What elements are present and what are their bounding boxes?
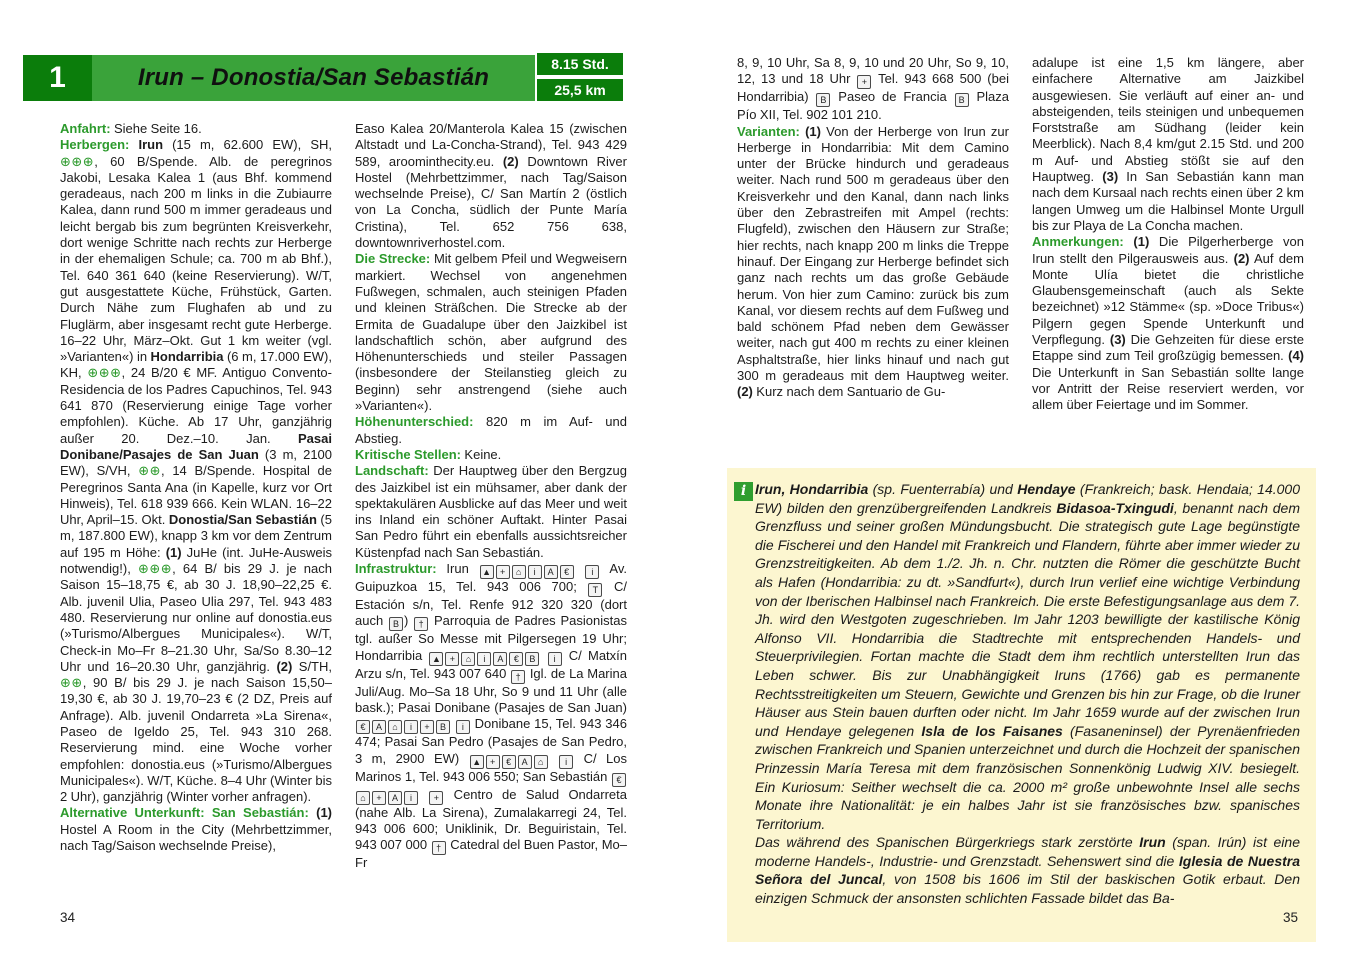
infrastructure-icon: A (518, 755, 532, 769)
text-segment: C/ Estación s/n, Tel. Renfe 912 320 320 (dort auch (355, 579, 627, 629)
text-segment (419, 787, 428, 802)
paragraph (1032, 55, 1304, 234)
text-segment: Downtown River Hostel (Mehrbettzimmer, nach Tag/Saison wechselnde Preise), C/ San Martín 2 (östlich von La Concha, südlich der Punte María Cristina), Tel. 652 756 638, downtownriverhostel.com. (355, 153, 627, 251)
text-segment: Donostia/San Sebastián (168, 512, 317, 528)
right-page-column-2 (1032, 55, 1304, 457)
section-label: Höhenunterschied: (355, 414, 474, 430)
text-segment: Die Pilgerherberge von Irun stellt den Pilgerausweis aus. (1032, 234, 1304, 266)
text-segment (1124, 234, 1134, 249)
infrastructure-icon: + (429, 791, 443, 805)
paragraph (355, 463, 627, 561)
text-segment (549, 751, 558, 766)
text-segment: 820 m im Auf- und Abstieg. (355, 414, 627, 446)
infrastructure-icon: ⌂ (356, 791, 370, 805)
text-segment: Die Gehzeiten für diese erste Etappe sind zum Teil großzügig bemessen. (1032, 332, 1304, 364)
stage-header (23, 55, 535, 101)
text-segment: Der Hauptweg über den Bergzug des Jaizkibel ist ein mühsamer, aber dank der spektakulären Ausblicke auf das Meer und weit ins Inland ein schöner Auftakt. Hinter Pasai San Pedro führt ein ebenfalls aussichtsreicher Küstenpfad nach San Sebastián. (355, 463, 627, 560)
text-segment: (5 m, 187.800 EW), knapp 3 km vor dem Zentrum auf 195 m Höhe: (60, 512, 332, 560)
infrastructure-icon: ⌂ (534, 755, 548, 769)
section-label: Infrastruktur: (355, 561, 437, 577)
text-segment: Iglesia de Nuestra Señora del Juncal (755, 852, 1301, 888)
text-segment: Catedral del Buen Pastor, Mo–Fr (355, 837, 627, 871)
infrastructure-icon: + (857, 75, 871, 89)
text-segment: (3) (1109, 332, 1126, 348)
infrastructure-icon: i (477, 652, 491, 666)
infrastructure-icon: ▲ (470, 755, 484, 769)
infrastructure-icon: + (445, 652, 459, 666)
infrastructure-icon: i (456, 720, 470, 734)
paragraph (355, 251, 627, 414)
text-segment: ⊕⊕ (138, 463, 162, 479)
text-segment: , 24 B/20 € MF. Antiguo Convento-Residencia de los Padres Capuchinos, Tel. 943 641 870 (Reservierung einige Tage vorher empfohlen). Küche. Ab 17 Uhr, ganzjährig außer 20. Dez.–10. Jan. (60, 365, 332, 446)
text-segment: (2) (1233, 250, 1250, 266)
text-segment: Hendaye (1017, 481, 1076, 497)
text-segment: Centro de Salud Ondarreta (nahe Alb. La Sirena), Zumalakarregi 24, Tel. 943 006 600; Uniklinik, Dr. Beguiristain, Tel. 943 007 000 (355, 786, 627, 853)
text-segment: Hostel A Room in the City (Mehrbettzimmer, nach Tag/Saison wechselnde Preise), (60, 821, 332, 854)
infrastructure-icon: € (560, 565, 574, 579)
text-segment: Isla de los Faisanes (921, 722, 1063, 739)
infrastructure-icon: A (544, 565, 558, 579)
infrastructure-icon: A (388, 791, 402, 805)
infrastructure-icon: € (612, 773, 626, 787)
stage-number: 1 (23, 55, 92, 101)
section-label: Landschaft: (355, 463, 429, 479)
text-segment: Keine. (461, 446, 502, 462)
text-segment: (1) (165, 544, 182, 560)
infrastructure-icon: ▲ (480, 565, 494, 579)
paragraph (737, 124, 1009, 401)
infrastructure-icon: ⌂ (388, 720, 402, 734)
text-segment: S/TH, (292, 658, 332, 674)
paragraph (755, 480, 1300, 833)
infrastructure-icon: i (404, 791, 418, 805)
section-label: Varianten: (737, 123, 800, 139)
text-segment: ⊕⊕ (60, 675, 83, 691)
text-segment: (1) (1133, 234, 1150, 250)
infrastructure-icon: ▲ (429, 652, 443, 666)
section-label: Alternative Unterkunft: San Sebastián: (60, 805, 309, 821)
stage-badges (537, 53, 623, 101)
infrastructure-icon: B (525, 652, 539, 666)
infrastructure-icon: + (486, 755, 500, 769)
distance-badge: 25,5 km (537, 79, 623, 101)
paragraph (355, 121, 627, 251)
paragraph (755, 833, 1300, 907)
text-segment: , 90 B/ bis 29 J. je nach Saison 15,50–19,30 €, ab 30 J. 19,70–23 € (2 DZ, Preis auf Anfrage). Alb. juvenil Ondarreta »La Sirena«, Paseo de Igeldo 25, Tel. 943 310 268. Reservierung mind. eine Woche vorher empfohlen: donostia.eus (»Turismo/Albergues Municipales«). W/T, Küche. 8–4 Uhr (Winter bis 2 Uhr), ganzjährig (Winter vorher anfragen). (60, 675, 332, 805)
text-segment: (2) (737, 384, 753, 400)
text-segment: Irun, Hondarribia (755, 481, 869, 497)
paragraph (60, 805, 332, 854)
text-segment: Av. Guipuzkoa 15, Tel. 943 006 700; (355, 561, 627, 595)
paragraph (355, 414, 627, 447)
paragraph (1032, 234, 1304, 413)
paragraph (355, 447, 627, 463)
text-segment: (15 m, 62.600 EW), SH, (163, 137, 332, 153)
infrastructure-icon: € (502, 755, 516, 769)
text-segment: (Frankreich; bask. Hendaia; 14.000 EW) bilden den grenzübergreifenden Landkreis (755, 481, 1300, 516)
text-segment (575, 561, 585, 576)
section-label: Anmerkungen: (1032, 234, 1124, 250)
text-segment: Parroquia de Padres Pasionistas tgl. außer So Messe mit Pilgersegen 19 Uhr; Hondarribia (355, 613, 627, 663)
text-segment: 8, 9, 10 Uhr, Sa 8, 9, 10 und 20 Uhr, So 9, 10, 12, 13 und 18 Uhr (737, 55, 1009, 87)
text-segment (309, 805, 316, 820)
text-segment: ) (404, 613, 414, 629)
infrastructure-icon: i (585, 565, 599, 579)
text-segment: (3) (1102, 169, 1119, 185)
text-segment: Irun (436, 561, 479, 577)
text-segment: Bidasoa-Txingudi (1056, 499, 1174, 516)
info-box-text (755, 480, 1300, 908)
infrastructure-icon: i (528, 565, 542, 579)
infrastructure-icon: ⌂ (512, 565, 526, 579)
infrastructure-icon: † (414, 617, 428, 631)
infrastructure-icon: € (509, 652, 523, 666)
left-page-column-2 (355, 121, 627, 925)
text-segment: (2) (502, 153, 519, 169)
paragraph (60, 137, 332, 805)
section-label: Kritische Stellen: (355, 446, 461, 462)
text-segment: (4) (1288, 348, 1304, 364)
text-segment: ⊕⊕⊕ (60, 153, 95, 169)
section-label: Die Strecke: (355, 251, 431, 267)
text-segment: (3 m, 2100 EW), S/VH, (60, 446, 332, 479)
text-segment: Irun (138, 137, 164, 153)
text-segment: Irun (1139, 834, 1166, 851)
infrastructure-icon: B (955, 93, 969, 107)
text-segment: ⊕⊕⊕ (137, 561, 173, 577)
text-segment: Auf dem Monte Ulía bietet die christliche Glaubensgemeinschaft (auch als Sekte bezeichnet) »12 Stämme« (sp. »Doce Tribus«) Pilgern gegen Spende Unterkunft und Verpflegung. (1032, 250, 1304, 348)
text-segment: Igl. de La Marina Juli/Aug. Mo–Sa 18 Uhr, So 9 und 11 Uhr (alle bask.); Pasai Donibane (Pasajes de San Juan) (355, 665, 627, 715)
text-segment: Hondarribia (150, 349, 224, 365)
section-label: Herbergen: (60, 137, 130, 153)
infrastructure-icon: A (372, 720, 386, 734)
infrastructure-icon: i (548, 652, 562, 666)
text-segment: Paseo de Francia (831, 89, 954, 105)
infrastructure-icon: A (493, 652, 507, 666)
text-segment: Donibane 15, Tel. 943 346 474; Pasai San Pedro (Pasajes de San Pedro, 3 m, 2900 EW) (355, 716, 627, 766)
page-number-left: 34 (60, 910, 76, 925)
text-segment: (2) (276, 658, 293, 674)
text-segment: In San Sebastián kann man nach dem Kursaal nach rechts einen über 2 km langen Umweg um die Halbinsel Monte Urgull bis zur Playa de La Concha machen. (1032, 169, 1304, 233)
infrastructure-icon: B (816, 93, 830, 107)
infrastructure-icon: i (404, 720, 418, 734)
infrastructure-icon: † (511, 670, 525, 684)
text-segment: Tel. 943 668 500 (bei Hondarribia) (737, 71, 1009, 105)
text-segment: Die Unterkunft in San Sebastián sollte lange vor Antritt der Reise reserviert werden, vor allem über Feiertage und im Sommer. (1032, 364, 1304, 413)
infrastructure-icon: T (588, 583, 602, 597)
paragraph (737, 55, 1009, 124)
text-segment: ⊕⊕⊕ (87, 365, 122, 381)
info-icon: i (734, 482, 753, 501)
right-page-column-1 (737, 55, 1009, 457)
duration-badge: 8.15 Std. (537, 53, 623, 75)
info-box (727, 468, 1316, 942)
text-segment: C/ Matxín Arzu s/n, Tel. 943 007 640 (355, 647, 627, 681)
text-segment: Pasai Donibane/Pasajes de San Juan (60, 430, 332, 462)
infrastructure-icon: i (559, 755, 573, 769)
text-segment: Siehe Seite 16. (110, 121, 202, 136)
left-page-column-1 (60, 121, 332, 925)
text-segment: Easo Kalea 20/Manterola Kalea 15 (zwischen Altstadt und La-Concha-Strand), Tel. 943 429 589, aroominthecity.eu. (355, 121, 627, 169)
infrastructure-icon: + (420, 720, 434, 734)
text-segment: (6 m, 17.000 EW), KH, (60, 349, 332, 381)
infrastructure-icon: † (432, 841, 446, 855)
paragraph (355, 561, 627, 871)
infrastructure-icon: € (356, 720, 370, 734)
paragraph (60, 121, 332, 137)
text-segment: (Fasaneninsel) der Pyrenäenfrieden zwischen Frankreich und Spanien unterzeichnet und durch die Hochzeit der spanischen Prinzessin María Teresa mit dem französischen Sonnenkönig Ludwig XIV. besiegelt. Ein Kuriosum: Seither wechselt die ca. 2000 m² große unbewohnte Insel alle sechs Monate ihre Nationalität: je ein halbes Jahr ist sie französisches bzw. spanisches Territorium. (755, 722, 1300, 832)
section-label: Anfahrt: (60, 121, 111, 136)
text-segment (451, 716, 455, 731)
text-segment: Das während des Spanischen Bürgerkriegs stark zerstörte (755, 834, 1140, 851)
text-segment: (span. Irún) ist eine moderne Handels-, Industrie- und Grenzstadt. Sehenswert sind die (755, 834, 1300, 869)
text-segment: , 14 B/Spende. Hospital de Peregrinos Santa Ana (in Kapelle, kurz vor Ort Hinweis), Tel. 618 939 666. Kein WLAN. 16–22 Uhr, April–15. Okt. (60, 463, 332, 528)
text-segment: (1) (316, 805, 332, 821)
text-segment: C/ Los Marinos 1, Tel. 943 006 550; San Sebastián (355, 750, 627, 784)
text-segment: (1) (805, 123, 821, 139)
stage-title: Irun – Donostia/San Sebastián (137, 64, 490, 91)
text-segment: Von der Herberge von Irun zur Herberge in Hondarribia: Mit dem Camino unter der Brücke hindurch und geradeaus weiter. Nach rund 500 m geradeaus über den Kreisverkehr und den Kanal, dann nach links über den Zebrastreifen mit Ampel (rechts: Flugfeld), zwischen den Häusern zur Straße; hier rechts, nach knapp 200 m links die Treppe hinauf. Der Eingang zur Herberge befindet sich ganz nach rechts um das große Gebäude herum. Von hier zum Camino: zurück bis zum Kanal, vor diesem rechts auf dem Fußweg und bald schönem Pfad neben dem Gewässer weiter, nach gut 400 m rechts zu einer kleinen Asphaltstraße, hier links hinauf und nach gut 300 m geradeaus mit dem Hauptweg weiter. (737, 123, 1009, 384)
text-segment: , 60 B/Spende. Alb. de peregrinos Jakobi, Lesaka Kalea 1 (aus Bhf. kommend geradeaus, nach 200 m links in die Zubiaurre Kalea, dann rund 500 m immer geradeaus und leicht bergab bis zum begrünten Kreisverkehr, dort wenige Schritte nach rechts zur Herberge in der ehemaligen Schule; ca. 700 m ab Bhf.), Tel. 640 361 640 (keine Reservierung). W/T, gut ausgestattete Küche, Frühstück, Garten. Durch Nähe zum Flughafen ab und zu Fluglärm, aber insgesamt recht gute Herberge. 16–22 Uhr, März–Okt. Gut 1 km weiter (vgl. »Varianten«) in (60, 153, 332, 365)
page-number-right: 35 (1283, 910, 1299, 925)
text-segment: Kurz nach dem Santuario de Gu- (752, 384, 946, 400)
infrastructure-icon: + (372, 791, 386, 805)
text-segment: JuHe (int. JuHe-Ausweis notwendig!), (60, 544, 332, 577)
text-segment: , benannt nach dem Grenzfluss und seiner großen Mündungsbucht. Die strategisch gute Lage begünstigte die Fischerei und den Handel mit Frankreich und Flandern, führte aber immer wieder zu Grenzstreitigkeiten. Ab dem 1./2. Jh. n. Chr. nutzten die Römer die geschützte Bucht als Hafen (Hondarribia: zu dt. »Sandfurt«), durch Irun verlief eine wichtige Verbindung von der Iberischen Halbinsel nach Frankreich. Die erste Befestigungsanlage aus dem 7. Jh. wird den Westgoten zugeschrieben. Im Jahr 1203 bewilligte der kastilische König Alfonso VII. Hondarribia die Stadtrechte mit entsprechenden Handels- und Steuerprivilegien. Fortan machte die Stadt dem ihm rechtlich unterstellten Irun das Leben schwer. Bis zur Unabhängigkeit Iruns (1766) gab es permanente Rechtsstreitigkeiten um Steuern, Gewichte und Grenzen bis hin zur Frage, ob die Iruner Häuser aus Stein bauen durften oder nicht. Im Jahr 1659 wurde auf der zwischen Irun und Hendaye gelegenen (755, 499, 1301, 739)
infrastructure-icon: ⌂ (461, 652, 475, 666)
text-segment: Mit gelbem Pfeil und Wegweisern markiert. Wechsel von angenehmen Fußwegen, schmalen, auch steinigen Pfaden und kleinen Sträßchen. Die Strecke ab der Ermita de Guadalupe über den Jaizkibel ist landschaftlich schön, aber aufgrund des Höhenunterschieds und steiler Passagen (insbesondere der Steilanstieg gleich zu Beginn) sehr anstrengend (siehe auch »Varianten«). (355, 251, 627, 414)
infrastructure-icon: + (496, 565, 510, 579)
text-segment: (sp. Fuenterrabía) und (868, 481, 1018, 497)
infrastructure-icon: B (436, 720, 450, 734)
text-segment: adalupe ist eine 1,5 km längere, aber einfachere Alternative am Jaizkibel ausgewiesen. Sie verläuft auf einer an- und absteigenden, teils steinigen und unbequemen Forststraße am Südhang (leider kein Meerblick). Nach 8,4 km/gut 2.15 Std. und 200 m Auf- und Abstieg stößt sie auf den Hauptweg. (1032, 55, 1304, 185)
text-segment: , 64 B/ bis 29 J. je nach Saison 15–18,75 €, ab 30 J. 18,90–22,25 €. Alb. juvenil Ulia, Paseo Ulia 297, Tel. 943 483 480. Reservierung nur online auf donostia.eus (»Turismo/Albergues Municipales«). W/T, Check-in Mo–Fr 8–21.30 Uhr, Sa/So 8.30–12 Uhr und 16–20.30 Uhr, ganzjährig. (60, 561, 332, 674)
text-segment: Plaza Pío XII, Tel. 902 101 210. (737, 89, 1009, 123)
infrastructure-icon: B (389, 617, 403, 631)
text-segment (540, 648, 546, 663)
text-segment: , von 1508 bis 1606 im Stil der baskischen Gotik erbaut. Den einzigen Schmuck der ansonsten schlichten Fassade bildet das Ba- (755, 871, 1300, 907)
